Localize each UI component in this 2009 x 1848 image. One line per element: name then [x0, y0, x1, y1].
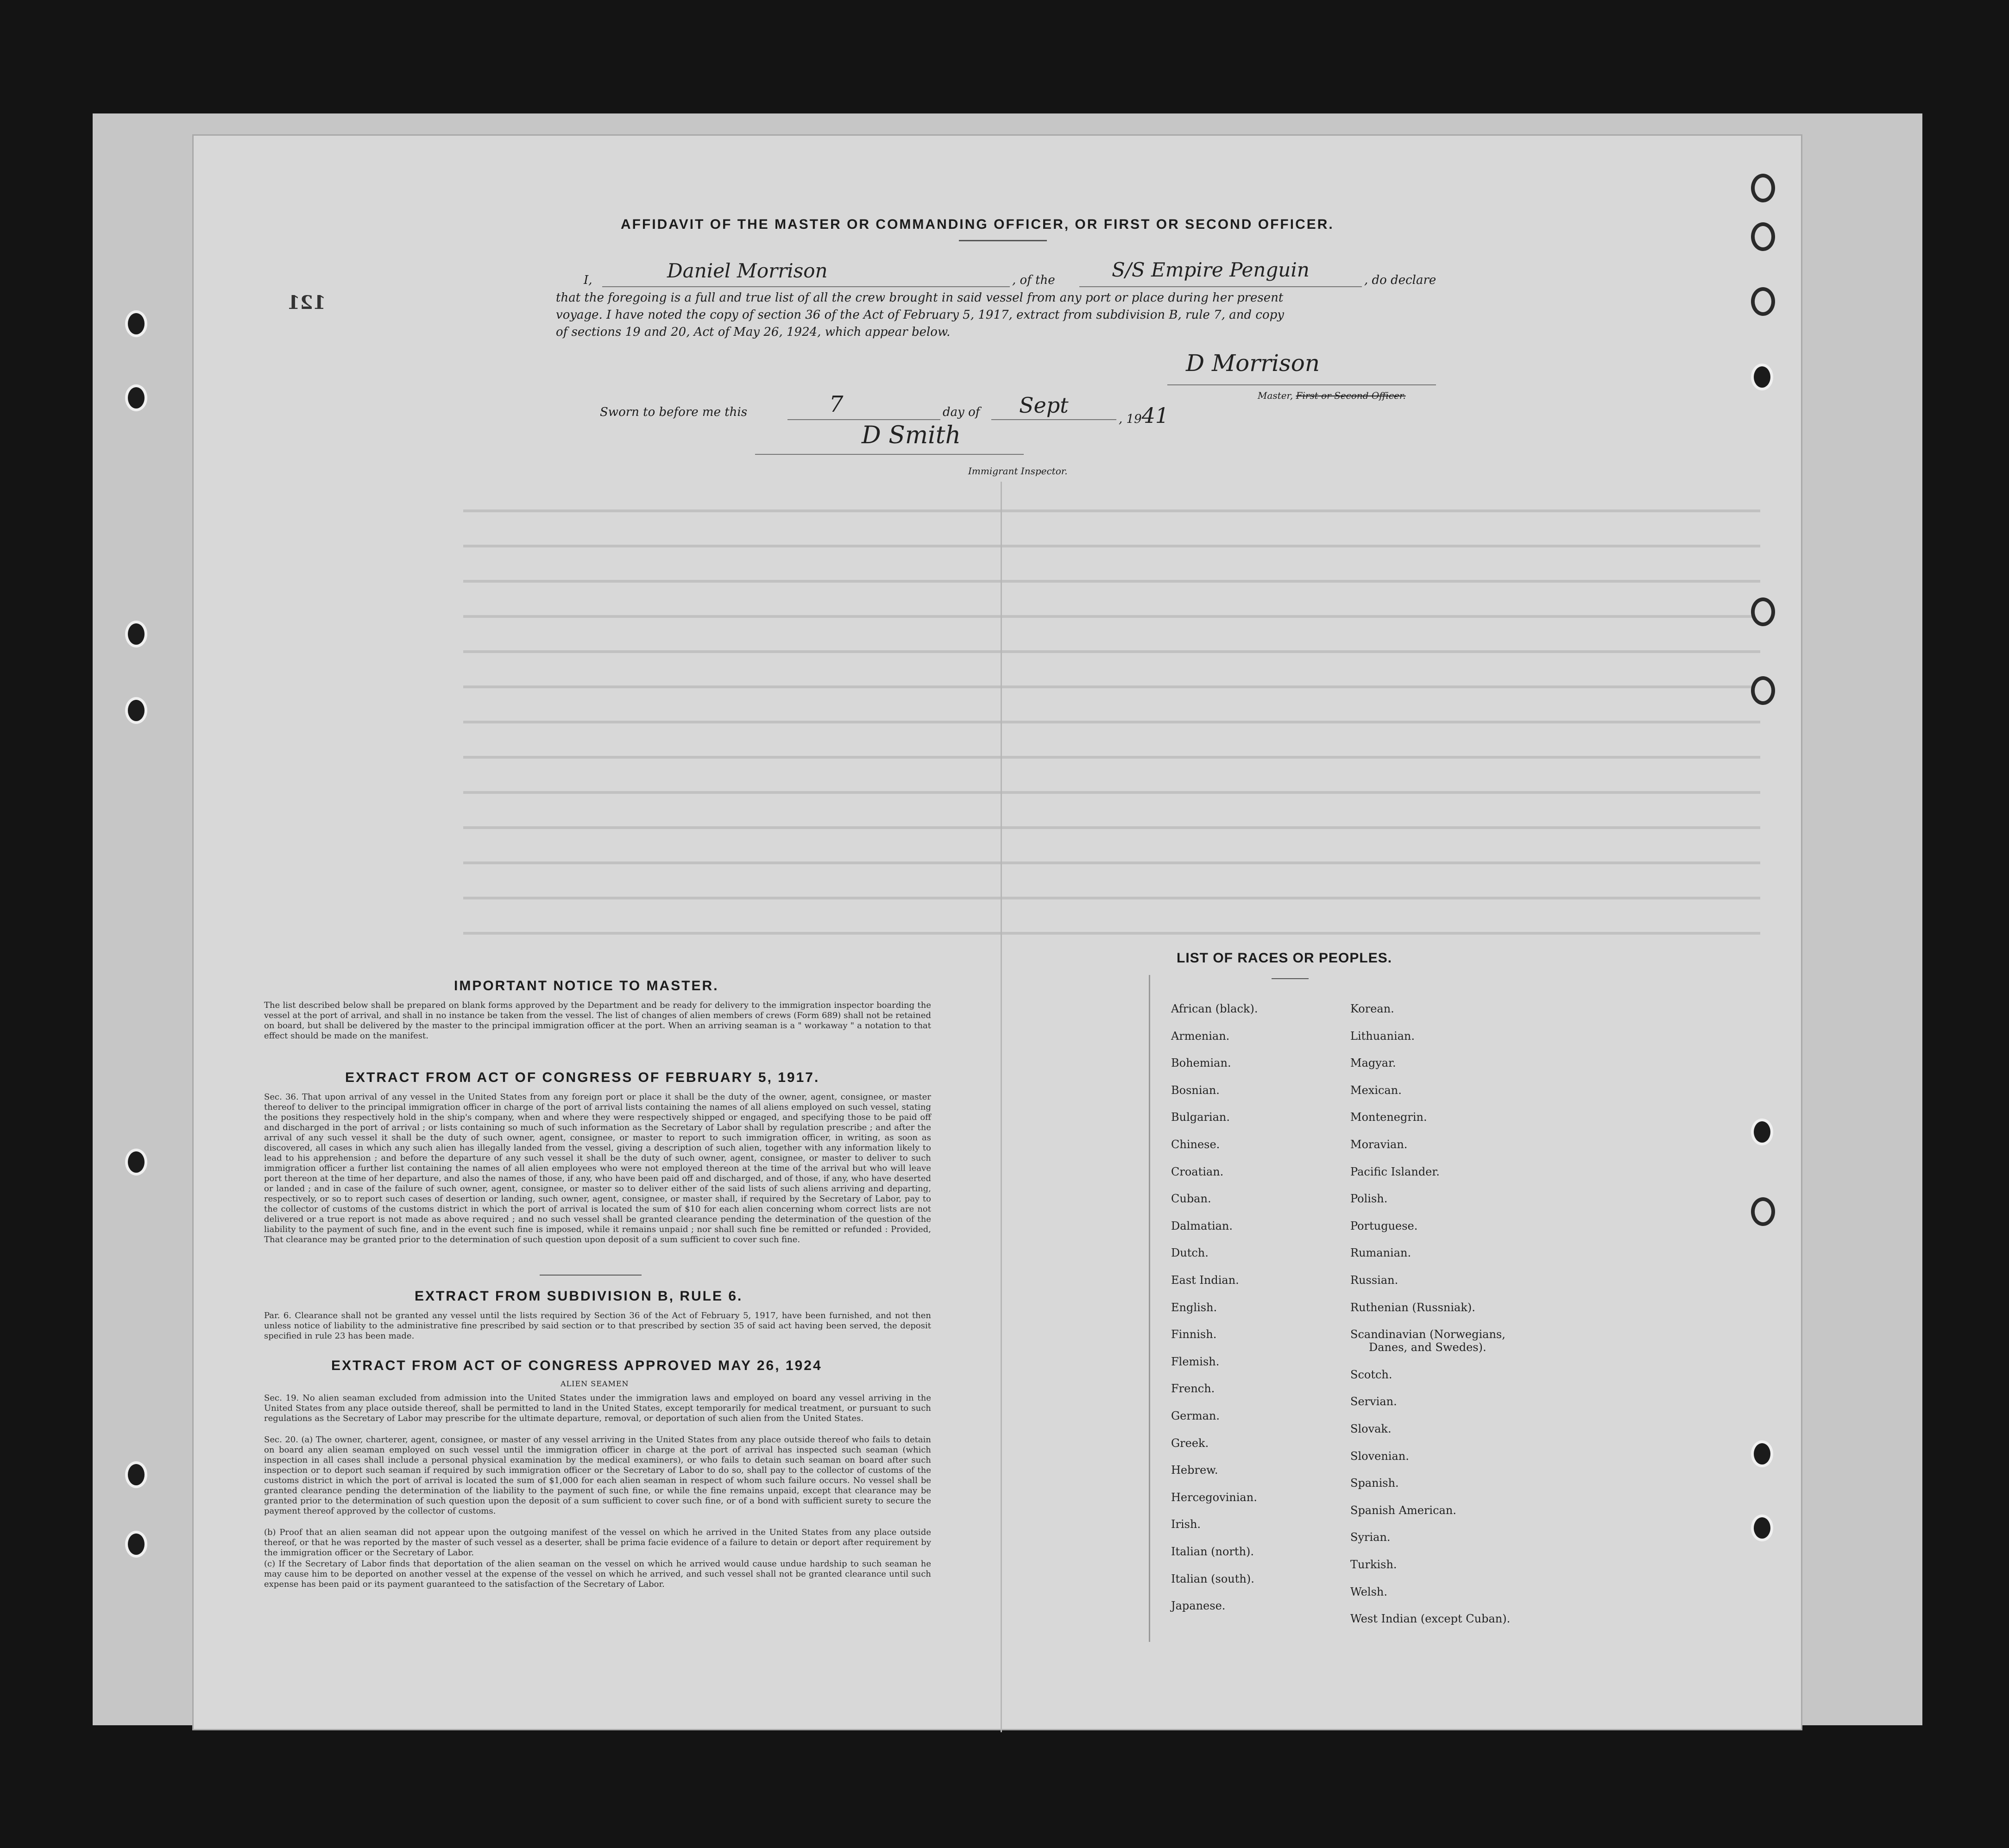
extract-1924-sec20b: (b) Proof that an alien seaman did not appear upon the outgoing manifest of the vessel on which he arrived in the United States from any place outside thereof, or that he was reported by the master of such vessel as a deserter, shall be prima facie evidence of a failure to detain or deport after requirement by the immigration officer or the Secretary of Labor. [264, 1527, 931, 1558]
month-underline [991, 419, 1116, 420]
race-item: English. [1171, 1301, 1217, 1314]
race-item: Bosnian. [1171, 1083, 1220, 1097]
binder-hole [125, 621, 147, 647]
binder-hole [125, 1461, 147, 1488]
race-item: Italian (north). [1171, 1545, 1254, 1558]
binder-hole [1751, 174, 1775, 202]
master-signature: D Morrison [1186, 350, 1320, 377]
race-item: Moravian. [1350, 1138, 1408, 1151]
race-item: Slovenian. [1350, 1449, 1409, 1463]
extract-1924-subtitle: ALIEN SEAMEN [561, 1379, 629, 1388]
inspector-caption: Immigrant Inspector. [968, 465, 1068, 477]
race-item: Scandinavian (Norwegians, [1350, 1328, 1505, 1341]
race-item: Scotch. [1350, 1368, 1392, 1381]
title-rule [959, 240, 1047, 241]
page-number: 121 [287, 292, 326, 314]
binder-hole [1751, 597, 1775, 626]
year-suffix: 41 [1141, 403, 1169, 428]
race-item: Syrian. [1350, 1531, 1391, 1544]
race-item: Dalmatian. [1171, 1219, 1233, 1232]
race-item: Croatian. [1171, 1165, 1224, 1178]
race-item: Spanish. [1350, 1477, 1399, 1490]
day-of-label: day of [943, 405, 980, 419]
extract-rule6-body: Par. 6. Clearance shall not be granted any vessel until the lists required by Section 36 of the Act of February 5, 1917, have been furnished, and not then unless notice of liability to the administrative fine prescribed by said section or to that prescribed by section 35 of said act having been served, the deposit specified in rule 23 has been made. [264, 1311, 931, 1341]
important-notice-title: IMPORTANT NOTICE TO MASTER. [454, 978, 719, 993]
race-item: Montenegrin. [1350, 1111, 1427, 1124]
binder-hole [1751, 1515, 1773, 1541]
binder-hole [1751, 222, 1775, 251]
race-item: Servian. [1350, 1395, 1397, 1408]
race-item: German. [1171, 1409, 1220, 1422]
do-declare-label: , do declare [1364, 273, 1436, 287]
inspector-rule [755, 454, 1024, 455]
race-item: Ruthenian (Russniak). [1350, 1301, 1475, 1314]
sworn-day: 7 [829, 391, 844, 417]
binder-hole [125, 1149, 147, 1175]
signature-caption-master: Master, [1258, 390, 1293, 401]
extract-1924-sec20a: Sec. 20. (a) The owner, charterer, agent, consignee, or master of any vessel arriving in the United States from any place outside thereof who fails to detain on board any alien seaman employed on such vessel until the immigration officer in charge at the port of arrival has inspected such seaman (which inspection in all cases shall include a personal physical examination by the medical examiners), or who fails to detain such seaman on board after such inspection or to deport such seaman if required by such immigration officer or the Secretary of Labor to do so, shall pay to the collector of customs of the customs district in which the port of arrival is located the sum of $1,000 for each alien seaman in respect of whom such failure occurs. No vessel shall be granted clearance pending the determination of the liability to the payment of such fine, or while the fine remains unpaid, except that clearance may be granted prior to the determination of such question upon the deposit of a sum sufficient to cover such fine, or of a bond with sufficient surety to secure the payment thereof approved by the collector of customs. [264, 1435, 931, 1516]
race-item: East Indian. [1171, 1274, 1239, 1287]
affidavit-line-3: voyage. I have noted the copy of section 36 of the Act of February 5, 1917, extract from subdivision B, rule 7, and copy [556, 308, 1284, 322]
binder-hole [1751, 1440, 1773, 1467]
race-item: Rumanian. [1350, 1246, 1411, 1260]
extract-1924-sec20c: (c) If the Secretary of Labor finds that deportation of the alien seaman on the vessel on which he arrived would cause undue hardship to such seaman he may cause him to be deported on another vessel at the expense of the vessel on which he arrived, and such vessel shall not be granted clearance until such expense has been paid or its payment guaranteed to the satisfaction of the Secretary of Labor. [264, 1559, 931, 1589]
races-bracket [1149, 975, 1155, 1642]
race-item: Slovak. [1350, 1422, 1392, 1435]
binder-hole [1751, 1119, 1773, 1145]
race-item: Magyar. [1350, 1056, 1396, 1070]
fold-line [1001, 482, 1002, 1732]
race-item: African (black). [1171, 1002, 1258, 1015]
vessel-name: S/S Empire Penguin [1112, 258, 1310, 281]
show-through-rows [463, 482, 1760, 936]
extract-rule6-title: EXTRACT FROM SUBDIVISION B, RULE 6. [415, 1289, 743, 1304]
of-the-label: , of the [1012, 273, 1055, 287]
sworn-month: Sept [1019, 393, 1069, 418]
binder-hole [125, 310, 147, 337]
race-item: Mexican. [1350, 1083, 1402, 1097]
binder-hole [125, 697, 147, 724]
race-item: Cuban. [1171, 1192, 1211, 1206]
vessel-underline [1079, 286, 1362, 287]
signature-caption [1258, 390, 1406, 401]
race-item: Hebrew. [1171, 1464, 1218, 1477]
race-item: Polish. [1350, 1192, 1388, 1206]
important-notice-body: The list described below shall be prepared on blank forms approved by the Department and be ready for delivery to the immigration inspector boarding the vessel at the port of arrival, and shall in no instance be taken from the vessel. The list of changes of alien members of crews (Form 689) shall not be retained on board, but shall be delivered by the master to the principal immigration officer at the port. When an arriving seaman is a " workaway " a notation to that effect should be made on the manifest. [264, 1000, 931, 1041]
extract-1917-body: Sec. 36. That upon arrival of any vessel in the United States from any foreign port or place it shall be the duty of the owner, agent, consignee, or master thereof to deliver to the principal immigration officer in charge of the port of arrival lists containing the names of all aliens employed on such vessel, stating the positions they respectively hold in the ship's company, when and where they were respectively shipped or engaged, and specifying those to be paid off and discharged in the port of arrival ; or lists containing so much of such information as the Secretary of Labor shall by regulation prescribe ; and after the arrival of any such vessel it shall be the duty of such owner, agent, consignee, or master to report to such immigration officer, in writing, as soon as discovered, all cases in which any such alien has illegally landed from the vessel, giving a description of such alien, together with any information likely to lead to his apprehension ; and before the departure of any such vessel it shall be the duty of such owner, agent, consignee, or master to deliver to such immigration officer a further list containing the names of all alien employees who were not employed thereon at the time of the arrival but who will leave port thereon at the time of her departure, and also the names of those, if any, who have been paid off and discharged, and of those, if any, who have deserted or landed ; and in case of the failure of such owner, agent, consignee, or master so to deliver either of the said lists of such aliens arriving and departing, respectively, or so to report such cases of desertion or landing, such owner, agent, consignee, or master shall, if required by the Secretary of Labor, pay to the collector of customs of the customs district in which the port of arrival is located the sum of $10 for each alien concerning whom correct lists are not delivered or a true report is not made as above required ; and no such vessel shall be granted clearance pending the determination of the question of the liability to the payment of such fine, and in the event such fine is imposed, while it remains unpaid ; nor shall such fine be remitted or refunded : Provided, That clearance may be granted prior to the determination of such question upon deposit of a sum sufficient to cover such fine. [264, 1092, 931, 1245]
extract-1924-sec19: Sec. 19. No alien seaman excluded from admission into the United States under the immigration laws and employed on board any vessel arriving in the United States from any place outside thereof, shall be permitted to land in the United States, except temporarily for medical treatment, or pursuant to such regulations as the Secretary of Labor may prescribe for the ultimate departure, removal, or deportation of such alien from the United States. [264, 1393, 931, 1423]
race-item: Welsh. [1350, 1585, 1387, 1598]
race-item: Irish. [1171, 1518, 1201, 1531]
race-item: Japanese. [1171, 1599, 1226, 1613]
race-item: Russian. [1350, 1274, 1398, 1287]
races-title: LIST OF RACES OR PEOPLES. [1177, 950, 1392, 966]
race-item: Chinese. [1171, 1138, 1220, 1151]
affidavit-line-4: of sections 19 and 20, Act of May 26, 1924, which appear below. [556, 325, 951, 339]
master-name: Daniel Morrison [667, 259, 828, 282]
race-item: Dutch. [1171, 1246, 1209, 1260]
signature-rule [1167, 384, 1436, 385]
sworn-label: Sworn to before me this [600, 405, 748, 419]
race-item: Lithuanian. [1350, 1029, 1415, 1043]
binder-hole [125, 1531, 147, 1558]
race-item: Bulgarian. [1171, 1111, 1230, 1124]
binder-hole [1751, 364, 1773, 390]
extract-1917-title: EXTRACT FROM ACT OF CONGRESS OF FEBRUARY 5, 1917. [345, 1070, 820, 1085]
binder-hole [1751, 676, 1775, 705]
section-rule [540, 1275, 642, 1276]
race-item: Portuguese. [1350, 1219, 1418, 1232]
signature-caption-struck: First or Second Officer. [1296, 390, 1406, 401]
year-prefix: , 19 [1119, 412, 1142, 426]
day-underline [787, 419, 940, 420]
races-rule [1272, 978, 1309, 979]
binder-hole [125, 384, 147, 411]
binder-hole [1751, 1197, 1775, 1226]
name-underline [602, 286, 1010, 287]
affidavit-i: I, [584, 273, 592, 287]
race-item: Bohemian. [1171, 1056, 1231, 1070]
race-item: Hercegovinian. [1171, 1490, 1257, 1504]
race-item: West Indian (except Cuban). [1350, 1612, 1511, 1626]
race-item: Italian (south). [1171, 1572, 1254, 1585]
race-item: Pacific Islander. [1350, 1165, 1440, 1178]
race-item: Greek. [1171, 1436, 1209, 1450]
race-item: Finnish. [1171, 1328, 1217, 1341]
affidavit-line-2: that the foregoing is a full and true list of all the crew brought in said vessel from any port or place during her present [556, 291, 1284, 305]
race-item: French. [1171, 1382, 1215, 1395]
race-item: Danes, and Swedes). [1369, 1341, 1486, 1354]
binder-hole [1751, 287, 1775, 316]
race-item: Turkish. [1350, 1558, 1397, 1571]
year-label [1119, 403, 1169, 428]
race-item: Armenian. [1171, 1029, 1230, 1043]
inspector-signature: D Smith [862, 421, 961, 449]
extract-1924-title: EXTRACT FROM ACT OF CONGRESS APPROVED MAY 26, 1924 [331, 1358, 822, 1373]
race-item: Spanish American. [1350, 1503, 1456, 1517]
race-item: Flemish. [1171, 1355, 1220, 1368]
race-item: Korean. [1350, 1002, 1394, 1015]
affidavit-title: AFFIDAVIT OF THE MASTER OR COMMANDING OFFICER, OR FIRST OR SECOND OFFICER. [621, 217, 1334, 232]
